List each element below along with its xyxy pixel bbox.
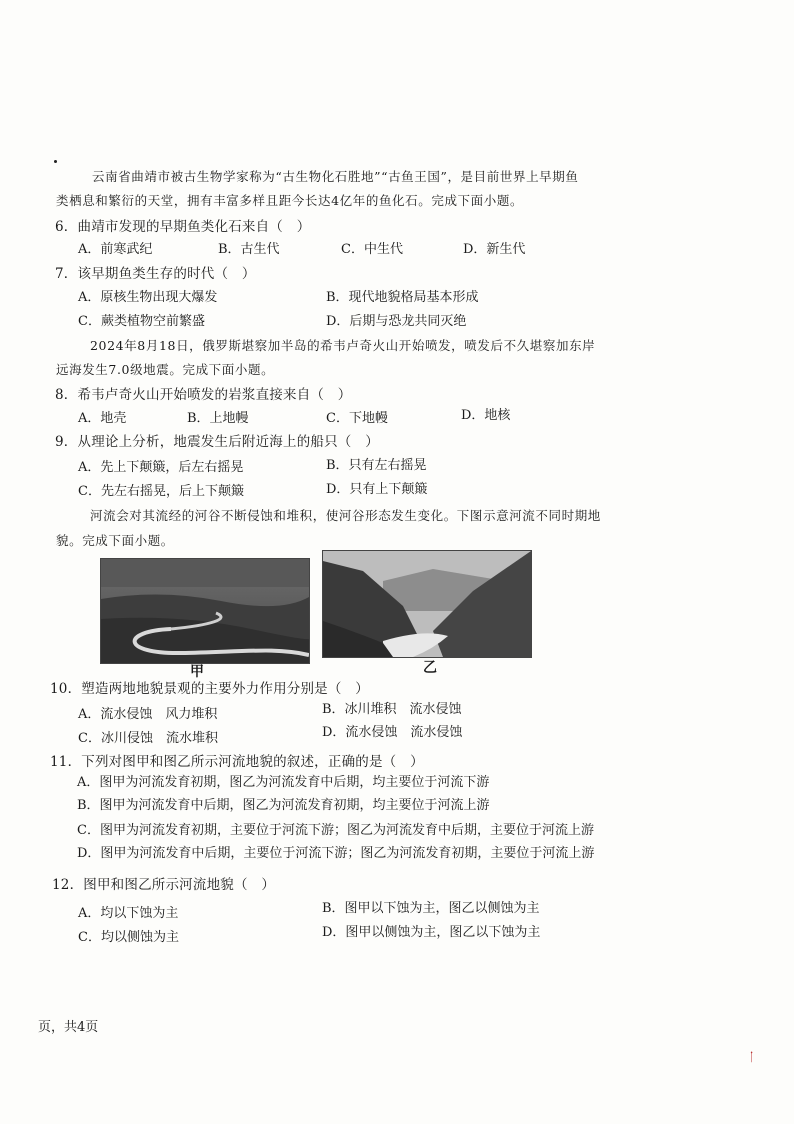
q10-option-a[interactable]: A．流水侵蚀 风力堆积 (78, 707, 218, 722)
q6-option-d[interactable]: D．新生代 (463, 242, 526, 257)
q9-option-c[interactable]: C．先左右摇晃，后上下颠簸 (78, 484, 244, 499)
meander-illustration (101, 559, 309, 663)
q6-option-a[interactable]: A．前寒武纪 (78, 242, 153, 257)
q11-option-d[interactable]: D．图甲为河流发育中后期，主要位于河流下游；图乙为河流发育初期，主要位于河流上游 (77, 846, 595, 861)
q8-option-b[interactable]: B．上地幔 (187, 411, 249, 426)
q12-option-c[interactable]: C．均以侧蚀为主 (78, 930, 179, 945)
question-8-stem: 8．希韦卢奇火山开始喷发的岩浆直接来自（ ） (55, 387, 352, 403)
q9-option-d[interactable]: D．只有上下颠簸 (326, 482, 428, 497)
q8-option-d[interactable]: D．地核 (461, 408, 511, 423)
q7-option-c[interactable]: C．蕨类植物空前繁盛 (78, 314, 205, 329)
q10-option-c[interactable]: C．冰川侵蚀 流水堆积 (78, 731, 218, 746)
q11-option-a[interactable]: A．图甲为河流发育初期，图乙为河流发育中后期，均主要位于河流下游 (77, 775, 490, 790)
figure-valley-photo (322, 550, 532, 658)
page-footer: 页，共4页 (38, 1020, 99, 1035)
q7-option-b[interactable]: B．现代地貌格局基本形成 (326, 290, 479, 305)
passage2-line2: 远海发生7.0级地震。完成下面小题。 (56, 362, 275, 377)
passage3-line1: 河流会对其流经的河谷不断侵蚀和堆积，使河谷形态发生变化。下图示意河流不同时期地 (90, 508, 601, 523)
q10-option-d[interactable]: D．流水侵蚀 流水侵蚀 (322, 725, 463, 740)
figure-meandering-river-photo (100, 558, 310, 664)
passage3-line2: 貌。完成下面小题。 (56, 533, 174, 548)
q7-option-d[interactable]: D．后期与恐龙共同灭绝 (326, 314, 467, 329)
q8-option-a[interactable]: A．地壳 (78, 411, 127, 426)
question-7-stem: 7．该早期鱼类生存的时代（ ） (55, 266, 256, 282)
stray-dot (54, 160, 57, 163)
question-12-stem: 12．图甲和图乙所示河流地貌（ ） (52, 877, 276, 893)
q12-option-a[interactable]: A．均以下蚀为主 (78, 906, 179, 921)
question-10-stem: 10．塑造两地地貌景观的主要外力作用分别是（ ） (50, 681, 369, 697)
q8-option-c[interactable]: C．下地幔 (326, 411, 388, 426)
q6-option-b[interactable]: B．古生代 (218, 242, 280, 257)
q12-option-d[interactable]: D．图甲以侧蚀为主，图乙以下蚀为主 (322, 925, 541, 940)
passage2-line1: 2024年8月18日，俄罗斯堪察加半岛的希韦卢奇火山开始喷发，喷发后不久堪察加东岸 (90, 338, 596, 353)
q6-option-c[interactable]: C．中生代 (341, 242, 403, 257)
passage1-line2: 类栖息和繁衍的天堂，拥有丰富多样且距今长达4亿年的鱼化石。完成下面小题。 (56, 193, 524, 208)
valley-illustration (323, 551, 531, 657)
question-9-stem: 9．从理论上分析，地震发生后附近海上的船只（ ） (55, 434, 379, 450)
q11-option-b[interactable]: B．图甲为河流发育中后期，图乙为河流发育初期，均主要位于河流上游 (77, 798, 490, 813)
q12-option-b[interactable]: B．图甲以下蚀为主，图乙以侧蚀为主 (322, 901, 540, 916)
stray-mark: ᛙ (748, 1050, 756, 1064)
question-6-stem: 6．曲靖市发现的早期鱼类化石来自（ ） (55, 219, 311, 235)
q9-option-a[interactable]: A．先上下颠簸，后左右摇晃 (78, 460, 244, 475)
passage1-line1: 云南省曲靖市被古生物学家称为“古生物化石胜地”“古鱼王国”，是目前世界上早期鱼 (92, 169, 579, 184)
q9-option-b[interactable]: B．只有左右摇晃 (326, 458, 427, 473)
question-11-stem: 11．下列对图甲和图乙所示河流地貌的叙述，正确的是（ ） (50, 754, 424, 770)
figure-caption-yi: 乙 (423, 660, 437, 676)
figure-caption-jia: 甲 (190, 664, 204, 680)
q10-option-b[interactable]: B．冰川堆积 流水侵蚀 (322, 702, 462, 717)
q11-option-c[interactable]: C．图甲为河流发育初期，主要位于河流下游；图乙为河流发育中后期，主要位于河流上游 (77, 823, 594, 838)
q7-option-a[interactable]: A．原核生物出现大爆发 (78, 290, 218, 305)
